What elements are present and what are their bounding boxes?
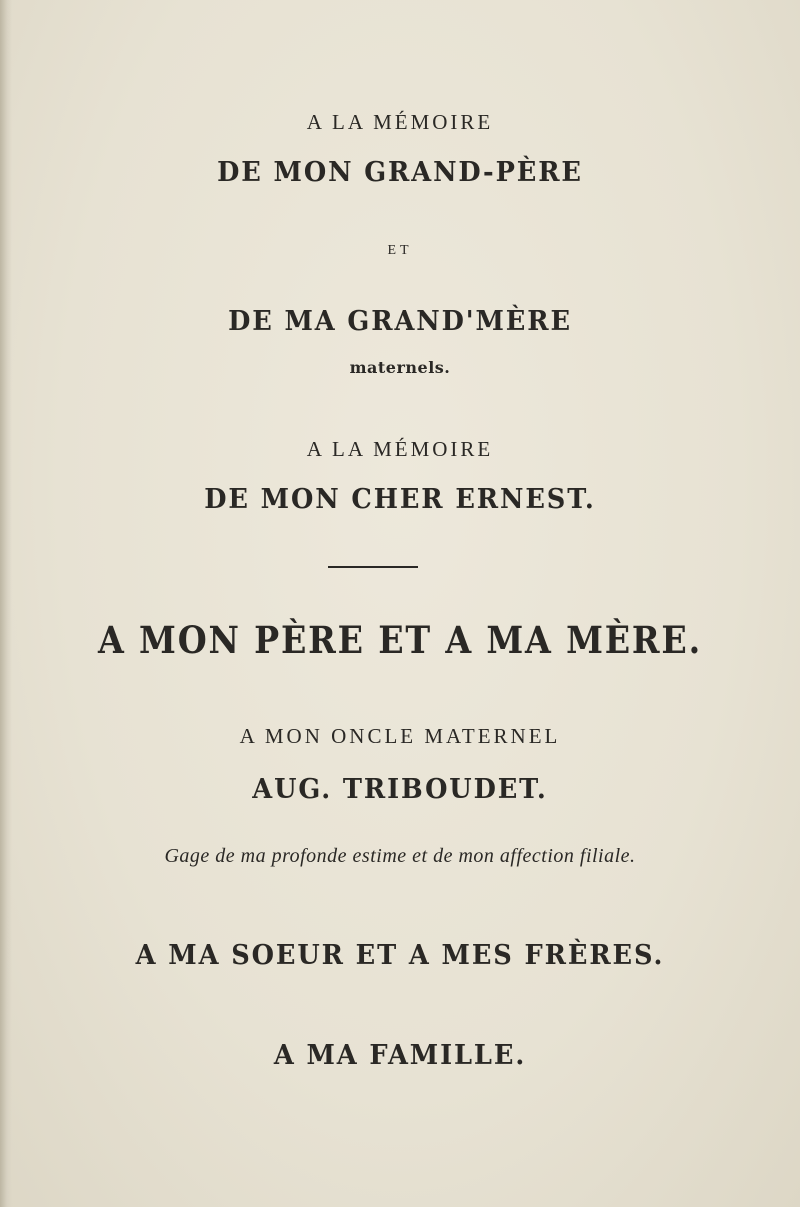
ernest-line: DE MON CHER ERNEST.: [204, 484, 596, 515]
show-through-texture: [0, 180, 800, 240]
grandmother-line: DE MA GRAND'MÈRE: [228, 306, 572, 337]
maternels-line: maternels.: [349, 358, 451, 377]
grandfather-line: DE MON GRAND-PÈRE: [217, 157, 583, 188]
memory-heading-1: A LA MÉMOIRE: [306, 110, 494, 134]
memory-heading-2: A LA MÉMOIRE: [306, 437, 494, 461]
gage-line: Gage de ma profonde estime et de mon affection filiale.: [164, 845, 636, 867]
divider-rule: [328, 566, 418, 568]
and-line: ET: [387, 243, 413, 258]
uncle-heading: A MON ONCLE MATERNEL: [239, 724, 561, 748]
parents-line: A MON PÈRE ET A MA MÈRE.: [98, 618, 702, 662]
siblings-line: A MA SOEUR ET A MES FRÈRES.: [135, 940, 665, 971]
uncle-name: AUG. TRIBOUDET.: [252, 774, 548, 805]
binding-edge: [0, 0, 12, 1207]
family-line: A MA FAMILLE.: [273, 1040, 527, 1071]
